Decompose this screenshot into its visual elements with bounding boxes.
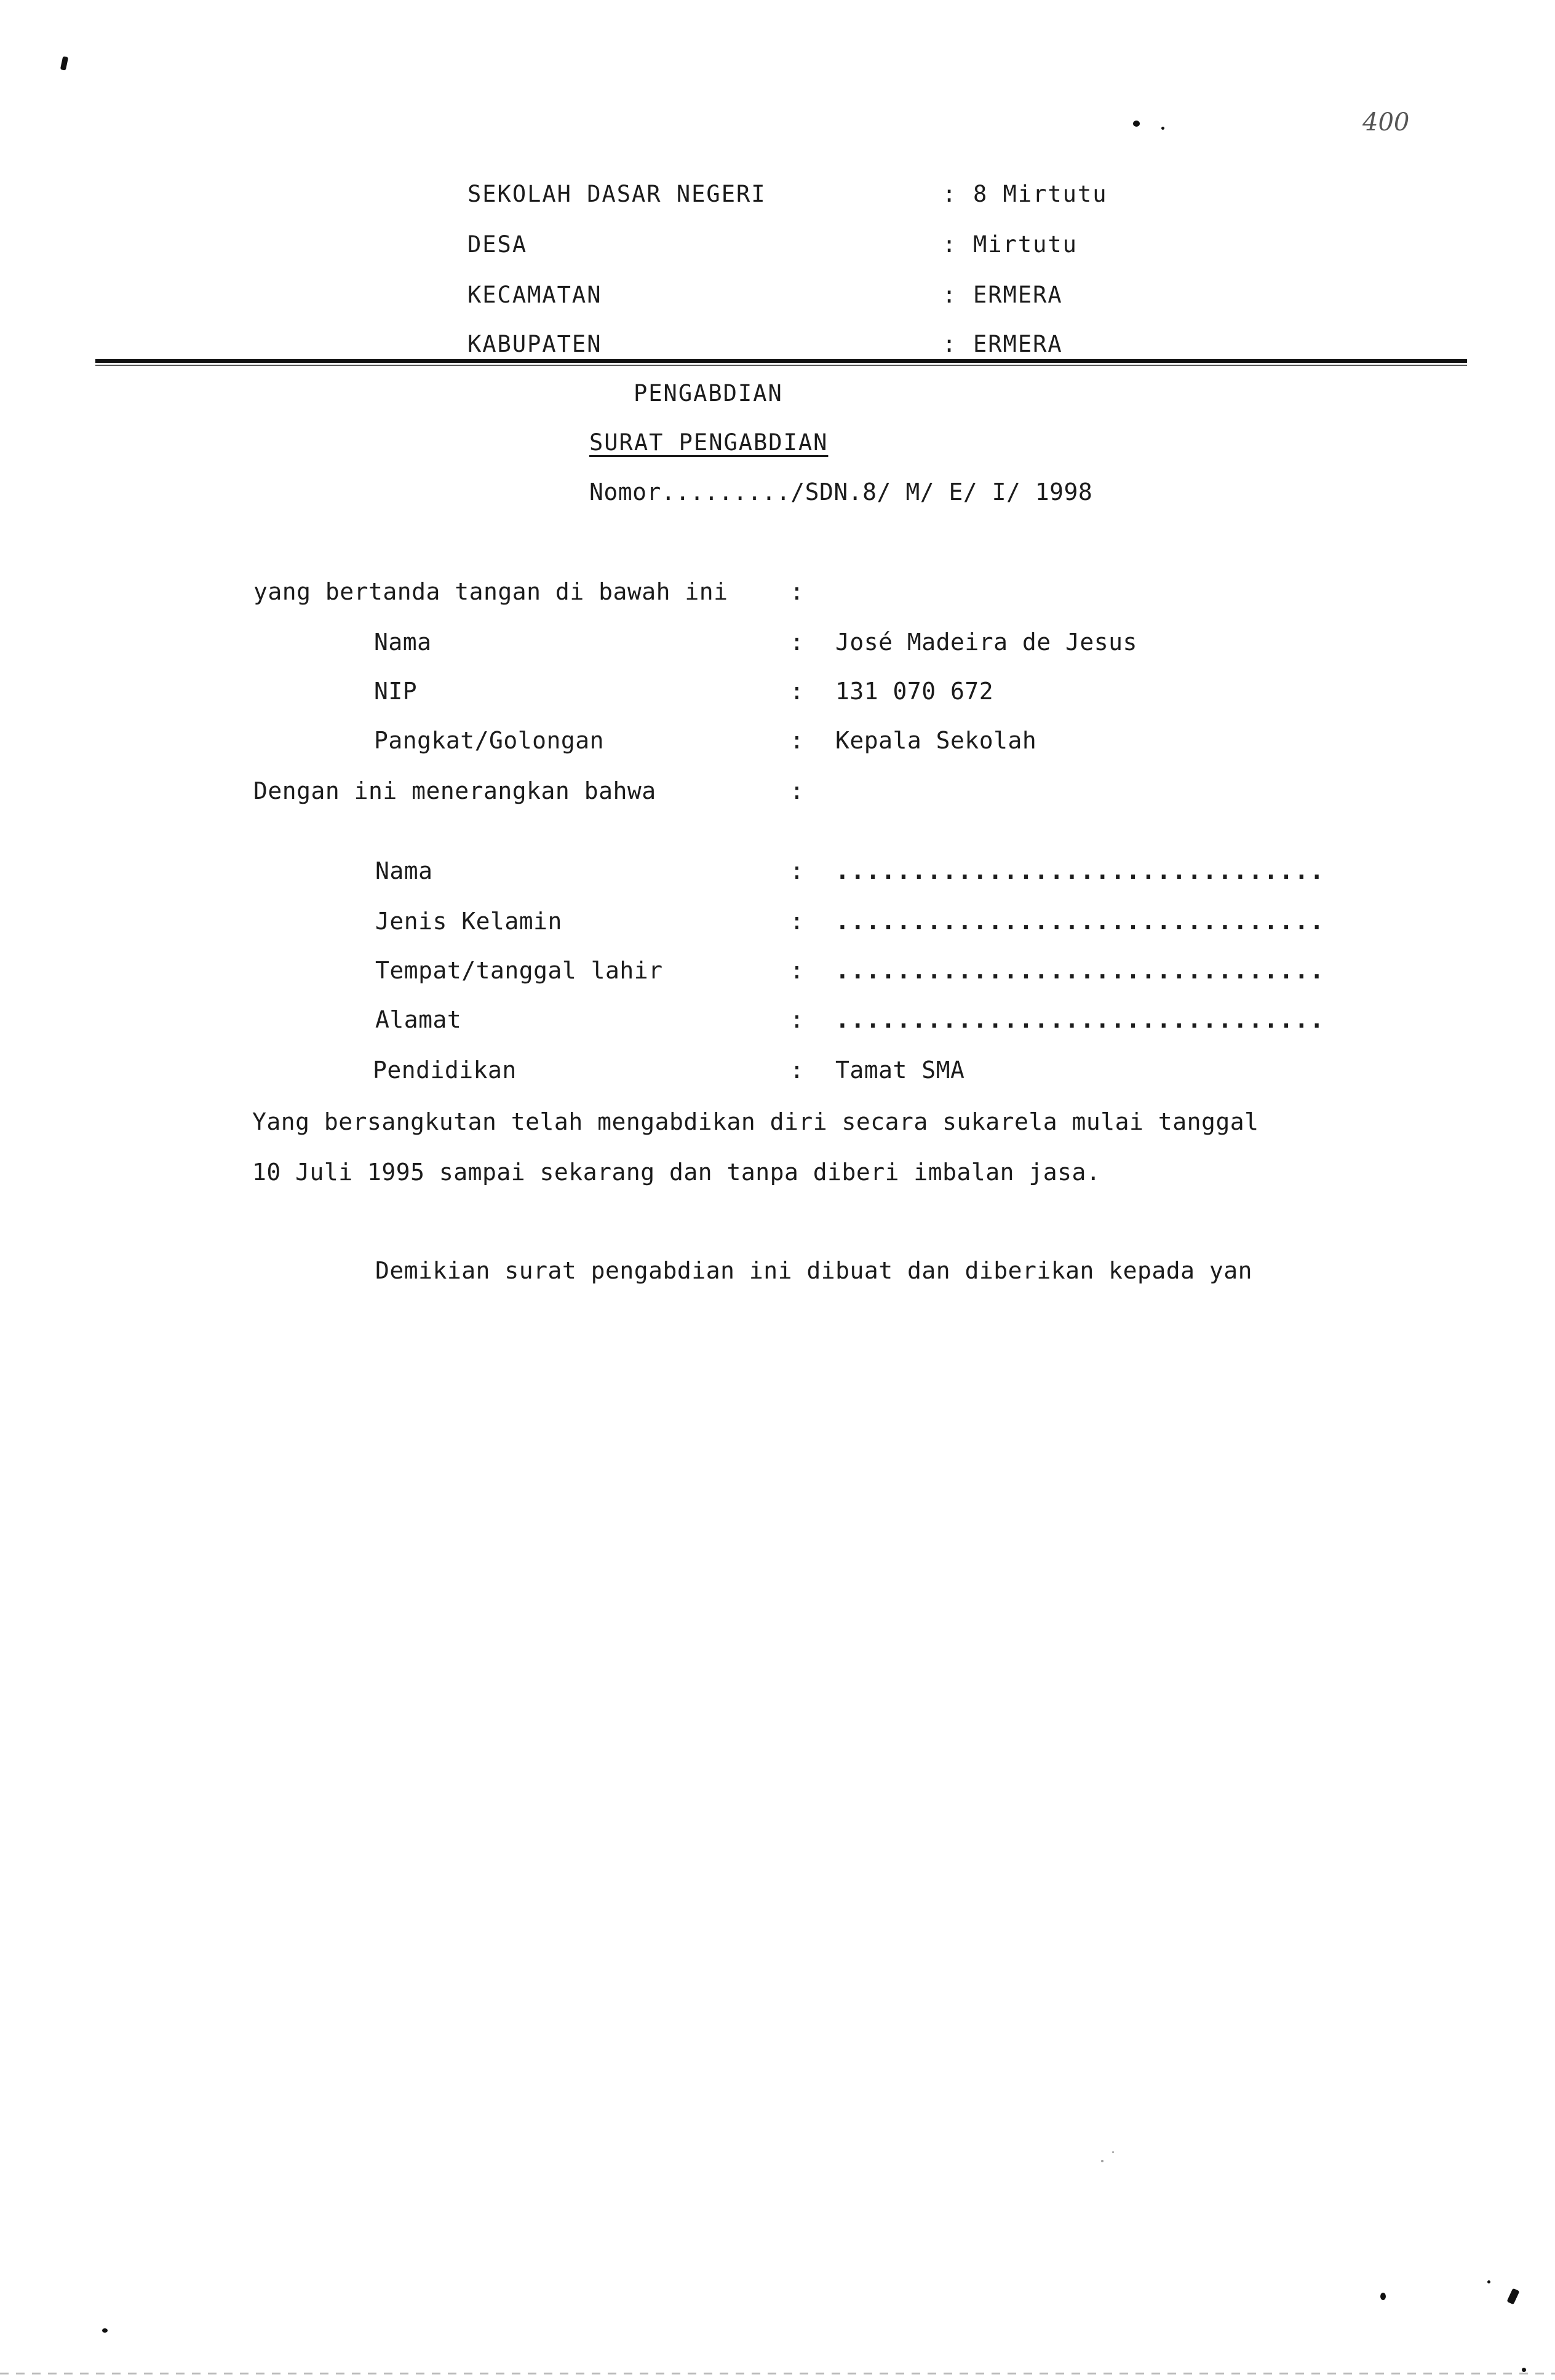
subject-gender-value: ................................ — [835, 908, 1326, 935]
scan-speck — [1380, 2293, 1386, 2300]
page-number: 400 — [1362, 108, 1410, 137]
subject-education-sep: : — [790, 1057, 805, 1084]
statement-line-1: Yang bersangkutan telah mengabdikan diri secara sukarela mulai tanggal — [252, 1108, 1259, 1135]
header-divider-bottom — [95, 365, 1467, 366]
header-label-kabupaten: KABUPATEN — [467, 331, 602, 357]
signer-rank-label: Pangkat/Golongan — [374, 727, 605, 754]
scan-speck — [1112, 2151, 1114, 2153]
subject-birth-sep: : — [790, 957, 805, 984]
subject-name-value: ................................ — [835, 857, 1326, 884]
scan-speck — [1101, 2160, 1104, 2162]
subject-education-label: Pendidikan — [373, 1057, 517, 1084]
header-label-desa: DESA — [467, 231, 528, 258]
header-label-kecamatan: KECAMATAN — [467, 282, 602, 308]
signer-intro-sep: : — [790, 578, 805, 605]
subject-address-sep: : — [790, 1006, 805, 1033]
subject-name-label: Nama — [375, 857, 433, 884]
signer-name-label: Nama — [374, 629, 432, 656]
scan-speck — [60, 56, 68, 70]
subject-birth-value: ................................ — [835, 957, 1326, 984]
header-sep-kabupaten: : — [942, 331, 958, 357]
title-pre: PENGABDIAN — [634, 380, 783, 407]
subject-address-label: Alamat — [375, 1006, 462, 1033]
subject-name-sep: : — [790, 857, 805, 884]
scan-bottom-edge — [0, 2373, 1555, 2374]
subject-address-value: ................................ — [835, 1006, 1326, 1033]
scan-speck — [1161, 127, 1164, 130]
header-divider-top — [95, 359, 1467, 363]
signer-rank-sep: : — [790, 727, 805, 754]
statement-line-2: 10 Juli 1995 sampai sekarang dan tanpa diberi imbalan jasa. — [252, 1159, 1101, 1186]
signer-intro: yang bertanda tangan di bawah ini — [253, 578, 728, 605]
scan-speck — [1487, 2280, 1490, 2283]
header-label-school: SEKOLAH DASAR NEGERI — [467, 181, 766, 207]
subject-education-value: Tamat SMA — [835, 1057, 965, 1084]
subject-birth-label: Tempat/tanggal lahir — [375, 957, 663, 984]
signer-nip-sep: : — [790, 678, 805, 705]
header-sep-kecamatan: : — [942, 282, 958, 308]
signer-name-sep: : — [790, 629, 805, 656]
header-value-desa: Mirtutu — [973, 231, 1078, 258]
header-value-kabupaten: ERMERA — [973, 331, 1063, 357]
signer-rank-value: Kepala Sekolah — [835, 727, 1037, 754]
document-title: SURAT PENGABDIAN — [589, 429, 829, 456]
document-number: Nomor........./SDN.8/ M/ E/ I/ 1998 — [589, 478, 1093, 506]
signer-nip-value: 131 070 672 — [835, 678, 994, 705]
closing-line: Demikian surat pengabdian ini dibuat dan diberikan kepada yan — [375, 1257, 1253, 1284]
header-sep-desa: : — [942, 231, 958, 258]
header-value-school: 8 Mirtutu — [973, 181, 1108, 207]
header-sep-school: : — [942, 181, 958, 207]
signer-name-value: José Madeira de Jesus — [835, 629, 1137, 656]
scan-speck — [102, 2328, 108, 2333]
header-value-kecamatan: ERMERA — [973, 282, 1063, 308]
scan-speck — [1133, 121, 1140, 127]
subject-intro-sep: : — [790, 777, 805, 804]
scan-speck — [1506, 2288, 1519, 2305]
scan-speck — [1522, 2368, 1526, 2372]
subject-gender-sep: : — [790, 908, 805, 935]
signer-nip-label: NIP — [374, 678, 418, 705]
subject-gender-label: Jenis Kelamin — [375, 908, 562, 935]
subject-intro: Dengan ini menerangkan bahwa — [253, 777, 656, 804]
